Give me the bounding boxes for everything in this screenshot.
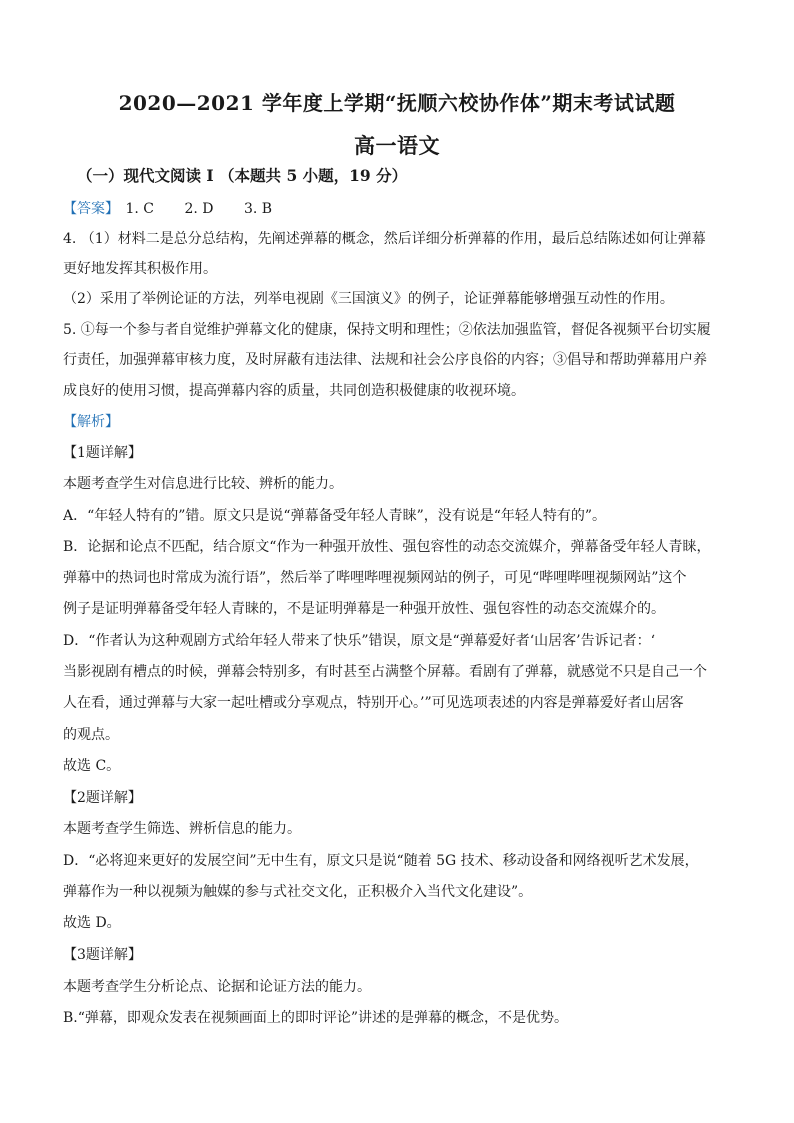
answer-1: 1. C: [125, 201, 154, 217]
q4-line-2: 更好地发挥其积极作用。: [63, 261, 217, 277]
detail-1-option-d-4: 的观点。: [63, 727, 119, 743]
q5-line-1: 5. ①每一个参与者自觉维护弹幕文化的健康，保持文明和理性；②依法加强监管，督促各视频平台切实履: [63, 322, 711, 338]
q4-line-3: （2）采用了举例论证的方法，列举电视剧《三国演义》的例子，论证弹幕能够增强互动性的作用。: [63, 291, 674, 307]
q5-line-3: 成良好的使用习惯，提高弹幕内容的质量，共同创造积极健康的收视环境。: [63, 383, 525, 399]
detail-2-intro: 本题考查学生筛选、辨析信息的能力。: [63, 821, 301, 837]
detail-2-option-d-1: D．“必将迎来更好的发展空间”无中生有，原文只是说“随着 5G 技术、移动设备和网络视听艺术发展，: [63, 853, 699, 869]
detail-1-intro: 本题考查学生对信息进行比较、辨析的能力。: [63, 476, 343, 492]
detail-1-tag: 【1题详解】: [63, 445, 142, 461]
detail-1-option-d-1: D．“作者认为这种观剧方式给年轻人带来了快乐”错误，原文是“弹幕爱好者‘山居客’告诉记者：‘: [63, 633, 656, 649]
section-heading: （一）现代文阅读 I （本题共 5 小题，19 分）: [77, 166, 408, 185]
detail-1-option-a: A．“年轻人特有的”错。原文只是说“弹幕备受年轻人青睐”，没有说是“年轻人特有的”。: [63, 508, 607, 524]
exam-subtitle: 高一语文: [354, 133, 440, 158]
answer-2: 2. D: [184, 201, 214, 217]
q5-line-2: 行责任，加强弹幕审核力度，及时屏蔽有违法律、法规和社会公序良俗的内容；③倡导和帮助弹幕用户养: [63, 352, 707, 368]
detail-1-choice: 故选 C。: [63, 758, 121, 774]
detail-1-option-b-2: 弹幕中的热词也时常成为流行语”，然后举了哔哩哔哩视频网站的例子，可见“哔哩哔哩视频网站”这个: [63, 570, 687, 586]
detail-2-tag: 【2题详解】: [63, 790, 142, 806]
detail-2-choice: 故选 D。: [63, 915, 121, 931]
q4-line-1: 4. （1）材料二是总分总结构，先阐述弹幕的概念，然后详细分析弹幕的作用，最后总结陈述如何让弹幕: [63, 231, 706, 247]
detail-1-option-d-2: 当影视剧有槽点的时候，弹幕会特别多，有时甚至占满整个屏幕。看剧有了弹幕，就感觉不只是自己一个: [63, 664, 707, 680]
answer-3: 3. B: [243, 201, 273, 217]
answer-line: [63, 199, 743, 219]
answer-tag: 【答案】: [63, 201, 119, 217]
detail-3-intro: 本题考查学生分析论点、论据和论证方法的能力。: [63, 979, 371, 995]
detail-2-option-d-2: 弹幕作为一种以视频为触媒的参与式社交文化，正积极介入当代文化建设”。: [63, 884, 533, 900]
detail-3-tag: 【3题详解】: [63, 947, 142, 963]
detail-1-option-b-1: B．论据和论点不匹配，结合原文“作为一种强开放性、强包容性的动态交流媒介，弹幕备受年轻人青睐，: [63, 539, 711, 555]
detail-1-option-b-3: 例子是证明弹幕备受年轻人青睐的，不是证明弹幕是一种强开放性、强包容性的动态交流媒介的。: [63, 601, 665, 617]
detail-3-option-b: B.“弹幕，即观众发表在视频画面上的即时评论”讲述的是弹幕的概念，不是优势。: [63, 1010, 569, 1026]
detail-1-option-d-3: 人在看，通过弹幕与大家一起吐槽或分享观点，特别开心。’”可见选项表述的内容是弹幕爱好者山居客: [63, 695, 684, 711]
exam-title: 2020—2021 学年度上学期“抚顺六校协作体”期末考试试题: [118, 91, 676, 115]
analysis-tag: 【解析】: [63, 414, 119, 430]
